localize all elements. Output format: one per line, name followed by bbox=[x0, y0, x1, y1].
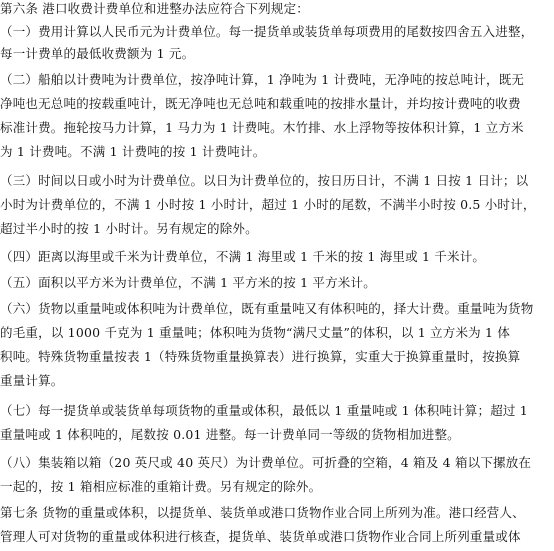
article-7-line-1: 第七条 货物的重量或体积，以提货单、装货单或港口货物作业合同上所列为准。港口经营人、 bbox=[0, 505, 525, 520]
clause-6-line-2: 的毛重，以 1000 千克为 1 重量吨；体积吨为货物“满尺丈量”的体积，以 1 立方米为 1 体 bbox=[0, 325, 511, 340]
clause-7-line-1: （七）每一提货单或装货单每项货物的重量或体积，最低以 1 重量吨或 1 体积吨计算；超过 1 bbox=[0, 403, 528, 418]
clause-3-line-3: 超过半小时的按 1 小时计。另有规定的除外。 bbox=[0, 221, 258, 236]
clause-8-line-2: 一起的，按 1 箱相应标准的重箱计费。另有规定的除外。 bbox=[0, 479, 322, 494]
clause-2-line-2: 净吨也无总吨的按载重吨计，既无净吨也无总吨和载重吨的按排水量计，并均按计费吨的收费 bbox=[0, 96, 521, 111]
clause-3-line-2: 小时为计费单位的，不满 1 小时按 1 小时计，超过 1 小时的尾数，不满半小时按 0.5 小时计， bbox=[0, 197, 536, 212]
clause-6-line-1: （六）货物以重量吨或体积吨为计费单位，既有重量吨又有体积吨的，择大计费。重量吨为货物 bbox=[0, 301, 534, 316]
clause-2-line-4: 为 1 计费吨。不满 1 计费吨的按 1 计费吨计。 bbox=[0, 144, 266, 159]
clause-3-line-1: （三）时间以日或小时为计费单位。以日为计费单位的，按日历日计，不满 1 日按 1 日计；以 bbox=[0, 173, 529, 188]
clause-7-line-2: 重量吨或 1 体积吨的，尾数按 0.01 进整。每一计费单同一等级的货物相加进整。 bbox=[0, 427, 460, 442]
article-6-heading: 第六条 港口收费计费单位和进整办法应符合下列规定： bbox=[0, 1, 309, 16]
clause-2-line-1: （二）船舶以计费吨为计费单位，按净吨计算，1 净吨为 1 计费吨，无净吨的按总吨计，既无 bbox=[0, 72, 525, 87]
clause-6-line-4: 重量计算。 bbox=[0, 373, 64, 388]
clause-1-line-2: 每一计费单的最低收费额为 1 元。 bbox=[0, 46, 195, 61]
clause-1-line-1: （一）费用计算以人民币元为计费单位。每一提货单或装货单每项费用的尾数按四舍五入进整， bbox=[0, 24, 534, 39]
clause-4-line-1: （四）距离以海里或千米为计费单位，不满 1 海里或 1 千米的按 1 海里或 1 千米计。 bbox=[0, 249, 486, 264]
article-7-line-2: 管理人可对货物的重量或体积进行核查，提货单、装货单或港口货物作业合同上所列重量或体 bbox=[0, 529, 521, 544]
clause-2-line-3: 标准计费。拖轮按马力计算，1 马力为 1 计费吨。木竹排、水上浮物等按体积计算，1 立方米 bbox=[0, 120, 524, 135]
clause-5-line-1: （五）面积以平方米为计费单位，不满 1 平方米的按 1 平方米计。 bbox=[0, 275, 376, 290]
clause-6-line-3: 积吨。特殊货物重量按表 1（特殊货物重量换算表）进行换算，实重大于换算重量时，按换算 bbox=[0, 349, 521, 364]
clause-8-line-1: （八）集装箱以箱（20 英尺或 40 英尺）为计费单位。可折叠的空箱，4 箱及 4 箱以下摞放在 bbox=[0, 455, 532, 470]
